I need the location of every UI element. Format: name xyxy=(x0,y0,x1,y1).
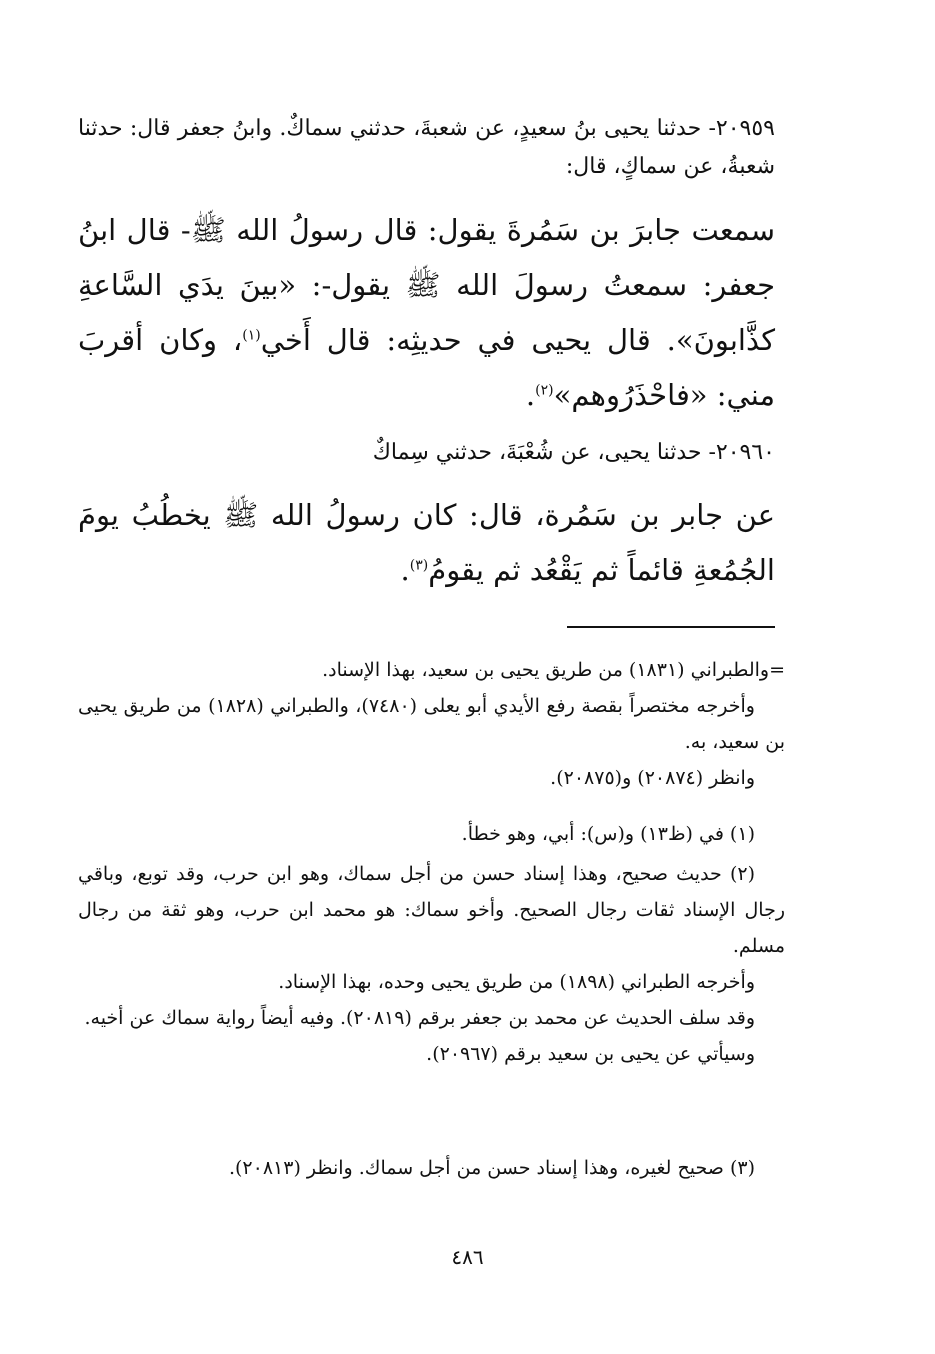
hadith-20959-matn xyxy=(78,203,775,423)
matn-text: سمعت جابرَ بن سَمُرةَ يقول: قال رسولُ الله ﷺ- قال ابنُ جعفر: سمعتُ رسولَ الله ﷺ يقول-: «بينَ يدَي السَّاعةِ كذَّابونَ». قال يحيى في حديثِه: قال أَخي xyxy=(78,213,775,357)
matn-text: عن جابر بن سَمُرة، قال: كان رسولُ الله ﷺ يخطُبُ يومَ الجُمُعةِ قائماً ثم يَقْعُد ثم يقومُ xyxy=(78,498,775,587)
matn-text-continued: ، وكان أقربَ مني: «فاحْذَرُوهم» xyxy=(78,323,775,412)
footnote-ref-1[interactable]: (١) xyxy=(242,327,261,344)
footnote-line: وسيأتي عن يحيى بن سعيد برقم (٢٠٩٦٧). xyxy=(426,1043,755,1065)
footnote-3: (٣) صحيح لغيره، وهذا إسناد حسن من أجل سماك. وانظر (٢٠٨١٣). xyxy=(228,1157,755,1179)
hadith-20960-matn xyxy=(78,488,775,598)
footnote-2 xyxy=(78,856,785,1072)
hadith-20959-isnad xyxy=(78,110,775,186)
page-number: ٤٨٦ xyxy=(451,1245,484,1269)
isnad-text: ٢٠٩٥٩- حدثنا يحيى بنُ سعيدٍ، عن شعبةَ، حدثني سماكٌ. وابنُ جعفر قال: حدثنا شعبةُ، عن سماكٍ، قال: xyxy=(78,116,775,179)
footnote-1: (١) في (ظ١٣) و(س): أبي، وهو خطأ. xyxy=(461,823,755,845)
footnote-separator xyxy=(567,626,775,628)
footnote-line: وأخرجه الطبراني (١٨٩٨) من طريق يحيى وحده، بهذا الإسناد. xyxy=(278,971,755,993)
footnote-ref-2[interactable]: (٢) xyxy=(535,382,554,399)
matn-end: . xyxy=(525,378,536,412)
footnote-ref-3[interactable]: (٣) xyxy=(409,557,429,574)
footnote-line: =والطبراني (١٨٣١) من طريق يحيى بن سعيد، بهذا الإسناد. xyxy=(322,659,785,681)
footnote-line: (٢) حديث صحيح، وهذا إسناد حسن من أجل سماك، وهو ابن حرب، وقد توبع، وباقي رجال الإسناد ثقات رجال الصحيح. وأخو سماك: هو محمد ابن حرب، وهو ثقة من رجال مسلم. xyxy=(78,863,785,957)
isnad-text: ٢٠٩٦٠- حدثنا يحيى، عن شُعْبَةَ، حدثني سِماكٌ xyxy=(372,440,775,465)
footnote-line: وانظر (٢٠٨٧٤) و(٢٠٨٧٥). xyxy=(550,767,755,789)
hadith-20960-isnad xyxy=(78,434,775,472)
footnote-line: وقد سلف الحديث عن محمد بن جعفر برقم (٢٠٨١٩). وفيه أيضاً رواية سماك عن أخيه. xyxy=(84,1007,755,1029)
footnote-continuation xyxy=(78,652,785,796)
matn-end: . xyxy=(400,553,410,587)
footnote-line: وأخرجه مختصراً بقصة رفع الأيدي أبو يعلى (٧٤٨٠)، والطبراني (١٨٢٨) من طريق يحيى بن سعيد، به. xyxy=(78,695,785,753)
